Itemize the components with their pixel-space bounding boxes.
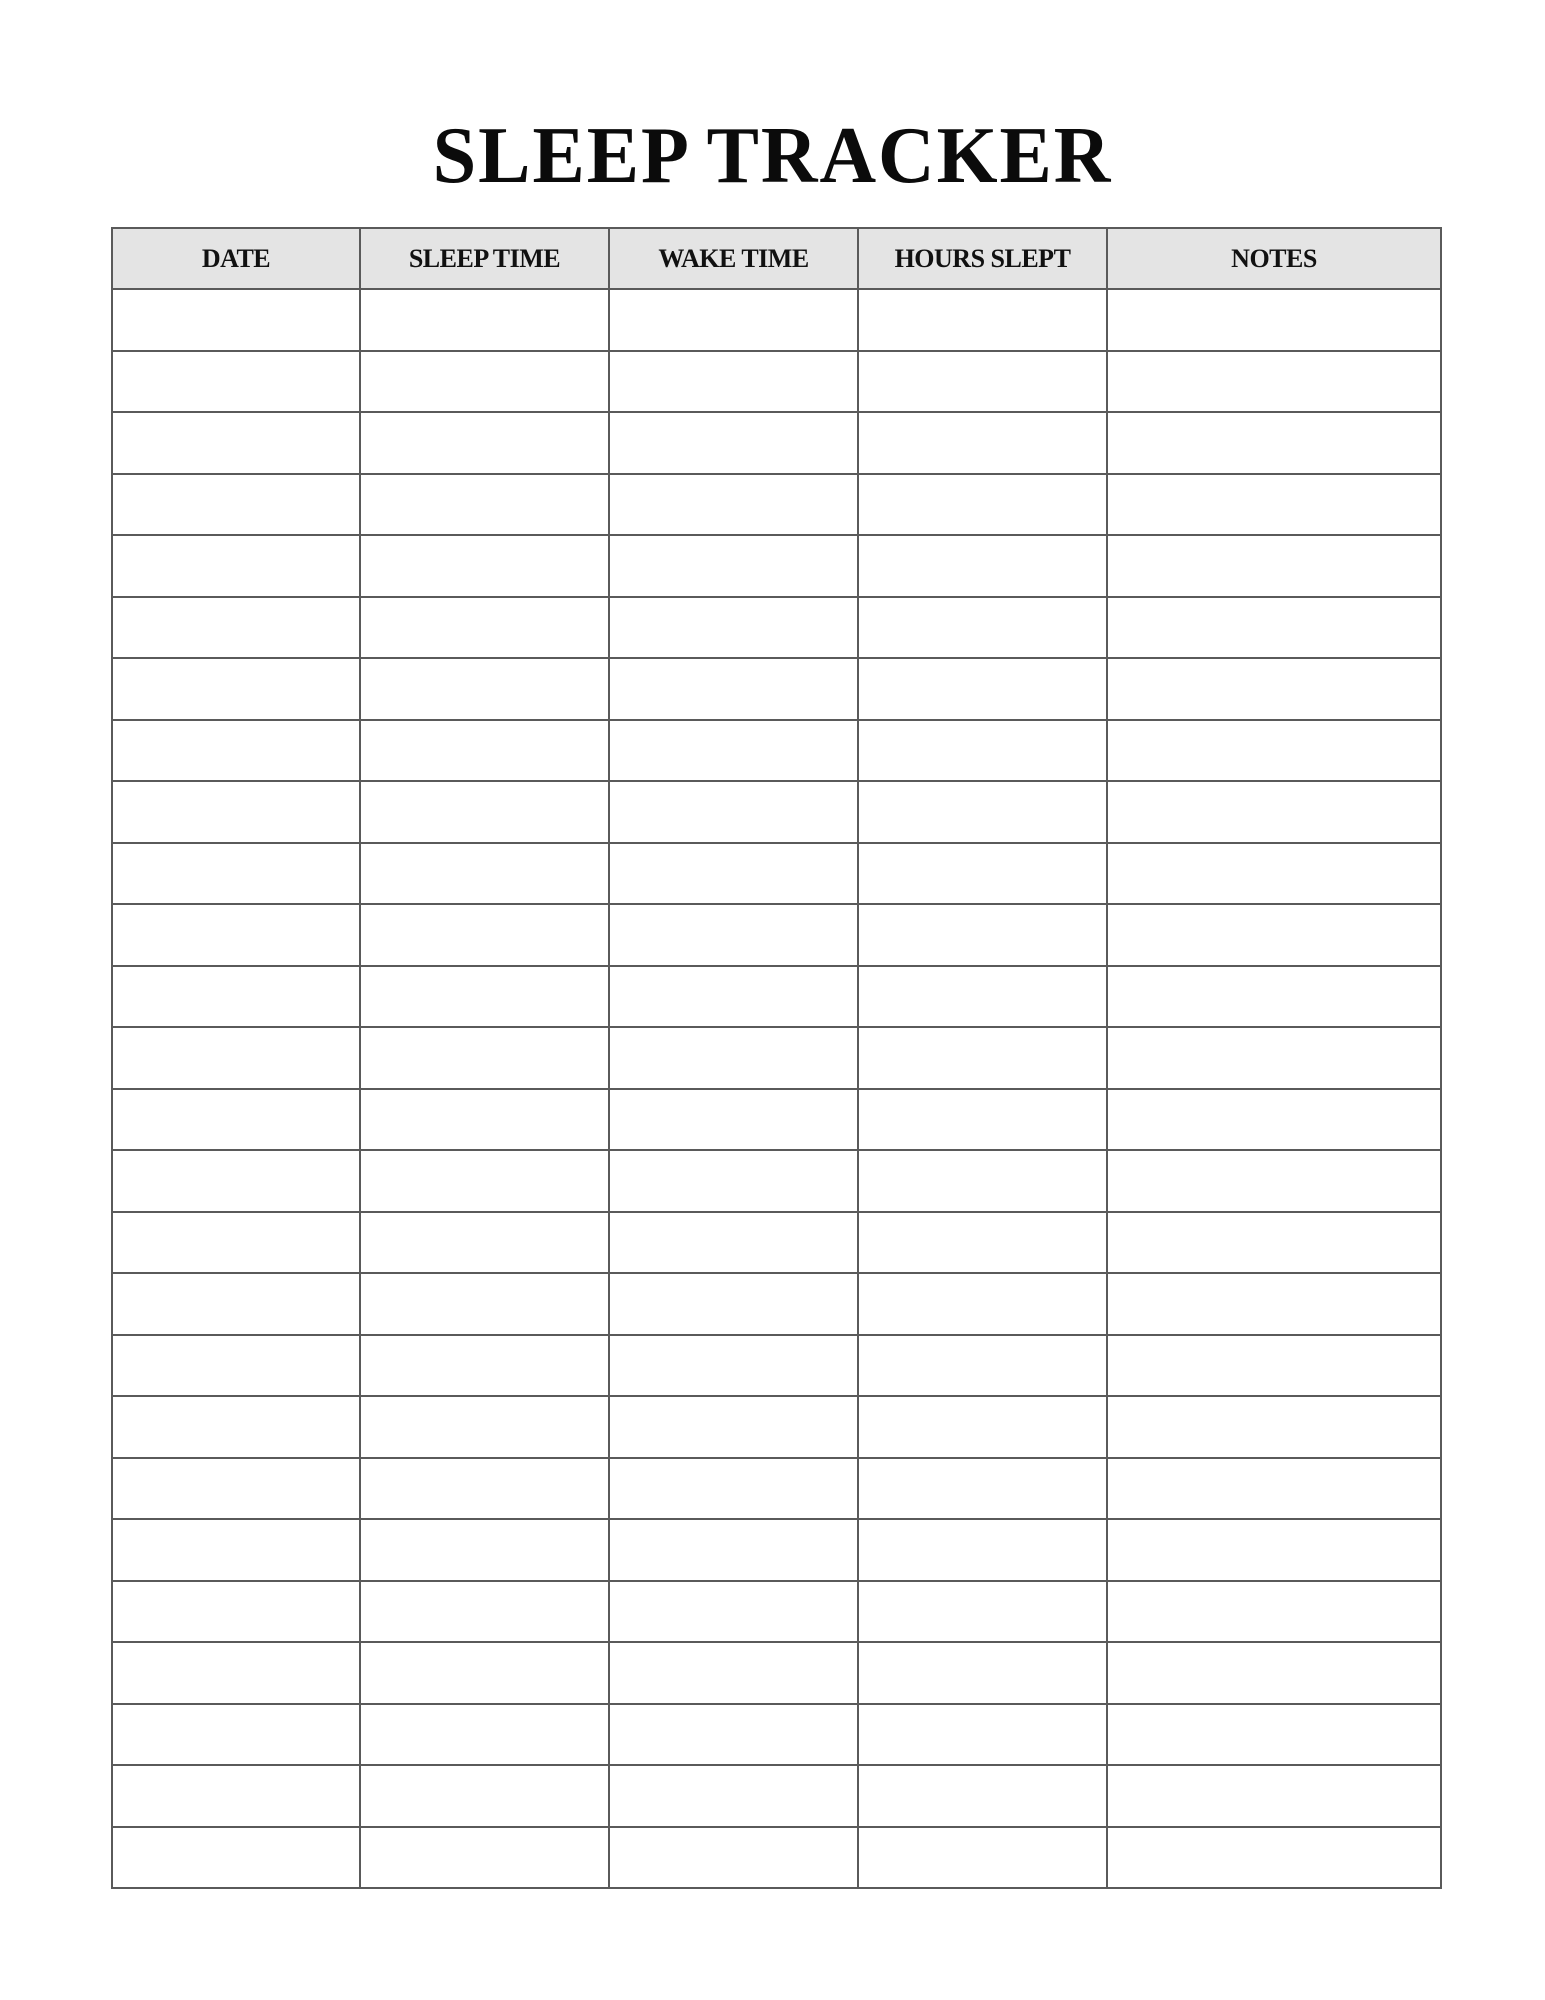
wake-time-input[interactable]: [610, 290, 857, 350]
sleep-time-input[interactable]: [361, 1090, 608, 1150]
column-header-sleep-time: SLEEP TIME: [360, 228, 609, 289]
wake-time-cell: [609, 351, 858, 413]
sleep-time-input[interactable]: [361, 1828, 608, 1888]
sleep-time-cell: [360, 1704, 609, 1766]
hours-slept-input[interactable]: [859, 1766, 1106, 1826]
date-input[interactable]: [113, 1028, 359, 1088]
sleep-time-cell: [360, 1027, 609, 1089]
column-header-wake-time: WAKE TIME: [609, 228, 858, 289]
date-cell: [112, 1704, 360, 1766]
sleep-time-input[interactable]: [361, 659, 608, 719]
hours-slept-input[interactable]: [859, 1828, 1106, 1888]
notes-cell: [1107, 289, 1441, 351]
hours-slept-input[interactable]: [859, 1582, 1106, 1642]
notes-cell: [1107, 1519, 1441, 1581]
date-input[interactable]: [113, 1274, 359, 1334]
table-row: [112, 1827, 1441, 1889]
date-input[interactable]: [113, 598, 359, 658]
hours-slept-input[interactable]: [859, 1643, 1106, 1703]
notes-cell: [1107, 781, 1441, 843]
hours-slept-cell: [858, 474, 1107, 536]
table-row: [112, 351, 1441, 413]
date-input[interactable]: [113, 1828, 359, 1888]
sleep-time-cell: [360, 351, 609, 413]
sleep-time-input[interactable]: [361, 844, 608, 904]
notes-input[interactable]: [1108, 1828, 1440, 1888]
date-cell: [112, 1458, 360, 1520]
wake-time-cell: [609, 1642, 858, 1704]
table-row: [112, 1273, 1441, 1335]
notes-input[interactable]: [1108, 1705, 1440, 1765]
wake-time-input[interactable]: [610, 536, 857, 596]
sleep-time-input[interactable]: [361, 905, 608, 965]
hours-slept-cell: [858, 597, 1107, 659]
hours-slept-input[interactable]: [859, 1459, 1106, 1519]
wake-time-input[interactable]: [610, 1028, 857, 1088]
wake-time-cell: [609, 1581, 858, 1643]
table-row: [112, 1335, 1441, 1397]
hours-slept-input[interactable]: [859, 905, 1106, 965]
wake-time-input[interactable]: [610, 1828, 857, 1888]
wake-time-input[interactable]: [610, 1274, 857, 1334]
table-row: [112, 1642, 1441, 1704]
hours-slept-input[interactable]: [859, 782, 1106, 842]
table-row: [112, 412, 1441, 474]
sleep-time-input[interactable]: [361, 536, 608, 596]
sleep-time-input[interactable]: [361, 1028, 608, 1088]
wake-time-input[interactable]: [610, 352, 857, 412]
notes-cell: [1107, 1581, 1441, 1643]
hours-slept-input[interactable]: [859, 721, 1106, 781]
table-row: [112, 1581, 1441, 1643]
notes-cell: [1107, 597, 1441, 659]
date-cell: [112, 351, 360, 413]
table-row: [112, 843, 1441, 905]
hours-slept-cell: [858, 1273, 1107, 1335]
sleep-time-cell: [360, 904, 609, 966]
sleep-time-cell: [360, 966, 609, 1028]
sleep-time-input[interactable]: [361, 475, 608, 535]
date-input[interactable]: [113, 1766, 359, 1826]
sleep-time-cell: [360, 1335, 609, 1397]
hours-slept-input[interactable]: [859, 536, 1106, 596]
sleep-time-cell: [360, 1519, 609, 1581]
notes-input[interactable]: [1108, 1151, 1440, 1211]
sleep-time-input[interactable]: [361, 1213, 608, 1273]
wake-time-input[interactable]: [610, 475, 857, 535]
wake-time-input[interactable]: [610, 967, 857, 1027]
hours-slept-cell: [858, 1396, 1107, 1458]
notes-input[interactable]: [1108, 844, 1440, 904]
table-header-row: [112, 228, 1441, 289]
date-cell: [112, 1519, 360, 1581]
date-input[interactable]: [113, 1459, 359, 1519]
date-cell: [112, 1765, 360, 1827]
date-input[interactable]: [113, 475, 359, 535]
hours-slept-cell: [858, 1212, 1107, 1274]
notes-input[interactable]: [1108, 413, 1440, 473]
table-row: [112, 720, 1441, 782]
wake-time-input[interactable]: [610, 1643, 857, 1703]
table-row: [112, 1458, 1441, 1520]
table-row: [112, 966, 1441, 1028]
notes-input[interactable]: [1108, 1459, 1440, 1519]
hours-slept-cell: [858, 781, 1107, 843]
notes-cell: [1107, 535, 1441, 597]
hours-slept-cell: [858, 1827, 1107, 1889]
notes-cell: [1107, 1704, 1441, 1766]
date-cell: [112, 1027, 360, 1089]
date-input[interactable]: [113, 1090, 359, 1150]
wake-time-cell: [609, 1458, 858, 1520]
sleep-time-input[interactable]: [361, 1705, 608, 1765]
notes-cell: [1107, 966, 1441, 1028]
table-row: [112, 535, 1441, 597]
sleep-time-cell: [360, 1642, 609, 1704]
sleep-time-input[interactable]: [361, 1582, 608, 1642]
wake-time-input[interactable]: [610, 905, 857, 965]
notes-input[interactable]: [1108, 1336, 1440, 1396]
hours-slept-input[interactable]: [859, 1397, 1106, 1457]
wake-time-cell: [609, 1212, 858, 1274]
sleep-time-input[interactable]: [361, 598, 608, 658]
hours-slept-input[interactable]: [859, 1090, 1106, 1150]
date-cell: [112, 1335, 360, 1397]
wake-time-input[interactable]: [610, 1766, 857, 1826]
column-header-notes: NOTES: [1107, 228, 1441, 289]
hours-slept-cell: [858, 1150, 1107, 1212]
notes-cell: [1107, 1827, 1441, 1889]
notes-input[interactable]: [1108, 290, 1440, 350]
date-input[interactable]: [113, 844, 359, 904]
table-row: [112, 1765, 1441, 1827]
sleep-time-input[interactable]: [361, 1151, 608, 1211]
date-cell: [112, 658, 360, 720]
wake-time-input[interactable]: [610, 598, 857, 658]
wake-time-input[interactable]: [610, 782, 857, 842]
hours-slept-input[interactable]: [859, 1520, 1106, 1580]
hours-slept-input[interactable]: [859, 1336, 1106, 1396]
table-row: [112, 1212, 1441, 1274]
sleep-time-input[interactable]: [361, 1274, 608, 1334]
notes-input[interactable]: [1108, 782, 1440, 842]
sleep-time-cell: [360, 597, 609, 659]
table-row: [112, 289, 1441, 351]
sleep-time-cell: [360, 535, 609, 597]
date-cell: [112, 720, 360, 782]
sleep-time-cell: [360, 1396, 609, 1458]
notes-cell: [1107, 1027, 1441, 1089]
date-input[interactable]: [113, 1520, 359, 1580]
wake-time-cell: [609, 904, 858, 966]
date-input[interactable]: [113, 290, 359, 350]
notes-cell: [1107, 1765, 1441, 1827]
table-row: [112, 1396, 1441, 1458]
hours-slept-cell: [858, 289, 1107, 351]
date-input[interactable]: [113, 413, 359, 473]
wake-time-cell: [609, 474, 858, 536]
notes-input[interactable]: [1108, 475, 1440, 535]
hours-slept-input[interactable]: [859, 290, 1106, 350]
notes-input[interactable]: [1108, 1643, 1440, 1703]
hours-slept-cell: [858, 843, 1107, 905]
hours-slept-cell: [858, 535, 1107, 597]
sleep-time-input[interactable]: [361, 967, 608, 1027]
date-cell: [112, 474, 360, 536]
date-cell: [112, 1396, 360, 1458]
wake-time-cell: [609, 1396, 858, 1458]
sleep-time-cell: [360, 781, 609, 843]
date-input[interactable]: [113, 1582, 359, 1642]
wake-time-cell: [609, 1704, 858, 1766]
hours-slept-input[interactable]: [859, 659, 1106, 719]
wake-time-input[interactable]: [610, 1459, 857, 1519]
hours-slept-input[interactable]: [859, 475, 1106, 535]
table-row: [112, 904, 1441, 966]
notes-input[interactable]: [1108, 1028, 1440, 1088]
sleep-time-input[interactable]: [361, 290, 608, 350]
notes-cell: [1107, 1335, 1441, 1397]
notes-cell: [1107, 1458, 1441, 1520]
date-cell: [112, 1212, 360, 1274]
wake-time-cell: [609, 1765, 858, 1827]
wake-time-cell: [609, 1150, 858, 1212]
notes-cell: [1107, 658, 1441, 720]
notes-input[interactable]: [1108, 1397, 1440, 1457]
notes-input[interactable]: [1108, 1213, 1440, 1273]
wake-time-cell: [609, 1027, 858, 1089]
hours-slept-cell: [858, 1027, 1107, 1089]
notes-cell: [1107, 1273, 1441, 1335]
hours-slept-cell: [858, 1642, 1107, 1704]
notes-cell: [1107, 1642, 1441, 1704]
notes-input[interactable]: [1108, 352, 1440, 412]
notes-input[interactable]: [1108, 1520, 1440, 1580]
wake-time-input[interactable]: [610, 844, 857, 904]
wake-time-input[interactable]: [610, 659, 857, 719]
notes-cell: [1107, 1150, 1441, 1212]
notes-input[interactable]: [1108, 1766, 1440, 1826]
wake-time-input[interactable]: [610, 1582, 857, 1642]
date-input[interactable]: [113, 1397, 359, 1457]
wake-time-input[interactable]: [610, 721, 857, 781]
date-input[interactable]: [113, 536, 359, 596]
date-input[interactable]: [113, 905, 359, 965]
notes-cell: [1107, 474, 1441, 536]
hours-slept-cell: [858, 1458, 1107, 1520]
hours-slept-input[interactable]: [859, 1028, 1106, 1088]
table-row: [112, 1519, 1441, 1581]
date-cell: [112, 535, 360, 597]
hours-slept-cell: [858, 351, 1107, 413]
table-row: [112, 781, 1441, 843]
hours-slept-cell: [858, 1704, 1107, 1766]
wake-time-input[interactable]: [610, 1397, 857, 1457]
sleep-time-cell: [360, 1212, 609, 1274]
hours-slept-cell: [858, 904, 1107, 966]
notes-cell: [1107, 1396, 1441, 1458]
date-cell: [112, 904, 360, 966]
hours-slept-cell: [858, 658, 1107, 720]
date-cell: [112, 966, 360, 1028]
table-row: [112, 1150, 1441, 1212]
table-row: [112, 597, 1441, 659]
hours-slept-input[interactable]: [859, 1274, 1106, 1334]
sleep-time-cell: [360, 1089, 609, 1151]
date-input[interactable]: [113, 1213, 359, 1273]
hours-slept-input[interactable]: [859, 352, 1106, 412]
wake-time-input[interactable]: [610, 1213, 857, 1273]
hours-slept-input[interactable]: [859, 413, 1106, 473]
date-input[interactable]: [113, 659, 359, 719]
date-input[interactable]: [113, 782, 359, 842]
hours-slept-input[interactable]: [859, 967, 1106, 1027]
wake-time-input[interactable]: [610, 1336, 857, 1396]
sleep-time-cell: [360, 1765, 609, 1827]
notes-cell: [1107, 351, 1441, 413]
wake-time-cell: [609, 412, 858, 474]
sleep-time-cell: [360, 1458, 609, 1520]
wake-time-cell: [609, 1273, 858, 1335]
hours-slept-cell: [858, 1581, 1107, 1643]
wake-time-cell: [609, 1335, 858, 1397]
wake-time-cell: [609, 658, 858, 720]
wake-time-cell: [609, 966, 858, 1028]
wake-time-input[interactable]: [610, 413, 857, 473]
table-row: [112, 1089, 1441, 1151]
date-cell: [112, 289, 360, 351]
date-input[interactable]: [113, 967, 359, 1027]
date-cell: [112, 781, 360, 843]
wake-time-cell: [609, 597, 858, 659]
hours-slept-cell: [858, 1089, 1107, 1151]
sleep-time-cell: [360, 1581, 609, 1643]
hours-slept-cell: [858, 1519, 1107, 1581]
sleep-time-input[interactable]: [361, 1766, 608, 1826]
notes-cell: [1107, 412, 1441, 474]
sleep-time-cell: [360, 843, 609, 905]
hours-slept-input[interactable]: [859, 1151, 1106, 1211]
wake-time-cell: [609, 1089, 858, 1151]
wake-time-cell: [609, 720, 858, 782]
hours-slept-input[interactable]: [859, 598, 1106, 658]
date-cell: [112, 1150, 360, 1212]
wake-time-input[interactable]: [610, 1705, 857, 1765]
hours-slept-cell: [858, 1335, 1107, 1397]
date-cell: [112, 597, 360, 659]
sleep-time-input[interactable]: [361, 1643, 608, 1703]
hours-slept-input[interactable]: [859, 1213, 1106, 1273]
date-cell: [112, 1827, 360, 1889]
wake-time-input[interactable]: [610, 1151, 857, 1211]
sleep-time-input[interactable]: [361, 1459, 608, 1519]
column-header-hours-slept: HOURS SLEPT: [858, 228, 1107, 289]
date-cell: [112, 1642, 360, 1704]
hours-slept-cell: [858, 1765, 1107, 1827]
wake-time-cell: [609, 535, 858, 597]
notes-cell: [1107, 904, 1441, 966]
wake-time-cell: [609, 1827, 858, 1889]
table-row: [112, 658, 1441, 720]
sleep-time-cell: [360, 1827, 609, 1889]
date-input[interactable]: [113, 1705, 359, 1765]
hours-slept-cell: [858, 720, 1107, 782]
notes-input[interactable]: [1108, 1274, 1440, 1334]
date-input[interactable]: [113, 1336, 359, 1396]
sleep-time-input[interactable]: [361, 782, 608, 842]
sleep-time-cell: [360, 1150, 609, 1212]
date-input[interactable]: [113, 1151, 359, 1211]
column-header-date: DATE: [112, 228, 360, 289]
notes-input[interactable]: [1108, 967, 1440, 1027]
sleep-time-cell: [360, 289, 609, 351]
date-cell: [112, 1089, 360, 1151]
wake-time-cell: [609, 781, 858, 843]
date-cell: [112, 1273, 360, 1335]
wake-time-cell: [609, 1519, 858, 1581]
sleep-time-cell: [360, 1273, 609, 1335]
notes-cell: [1107, 843, 1441, 905]
table-row: [112, 474, 1441, 536]
sleep-tracker-table: [111, 227, 1442, 1889]
notes-input[interactable]: [1108, 598, 1440, 658]
hours-slept-cell: [858, 412, 1107, 474]
sleep-time-input[interactable]: [361, 721, 608, 781]
notes-cell: [1107, 1212, 1441, 1274]
hours-slept-input[interactable]: [859, 1705, 1106, 1765]
sleep-time-cell: [360, 658, 609, 720]
date-cell: [112, 843, 360, 905]
notes-cell: [1107, 720, 1441, 782]
wake-time-cell: [609, 843, 858, 905]
sleep-time-input[interactable]: [361, 413, 608, 473]
sleep-time-cell: [360, 720, 609, 782]
notes-input[interactable]: [1108, 1090, 1440, 1150]
notes-input[interactable]: [1108, 536, 1440, 596]
notes-input[interactable]: [1108, 659, 1440, 719]
sleep-time-input[interactable]: [361, 1520, 608, 1580]
wake-time-input[interactable]: [610, 1520, 857, 1580]
hours-slept-input[interactable]: [859, 844, 1106, 904]
sleep-time-input[interactable]: [361, 1336, 608, 1396]
sleep-time-cell: [360, 412, 609, 474]
table-body: [112, 289, 1441, 1888]
sleep-time-input[interactable]: [361, 352, 608, 412]
notes-cell: [1107, 1089, 1441, 1151]
wake-time-cell: [609, 289, 858, 351]
date-cell: [112, 412, 360, 474]
page-title: SLEEP TRACKER: [432, 112, 1113, 200]
sleep-time-input[interactable]: [361, 1397, 608, 1457]
table-row: [112, 1027, 1441, 1089]
date-input[interactable]: [113, 352, 359, 412]
notes-input[interactable]: [1108, 905, 1440, 965]
notes-input[interactable]: [1108, 721, 1440, 781]
date-cell: [112, 1581, 360, 1643]
date-input[interactable]: [113, 1643, 359, 1703]
wake-time-input[interactable]: [610, 1090, 857, 1150]
notes-input[interactable]: [1108, 1582, 1440, 1642]
sleep-time-cell: [360, 474, 609, 536]
date-input[interactable]: [113, 721, 359, 781]
table-row: [112, 1704, 1441, 1766]
hours-slept-cell: [858, 966, 1107, 1028]
